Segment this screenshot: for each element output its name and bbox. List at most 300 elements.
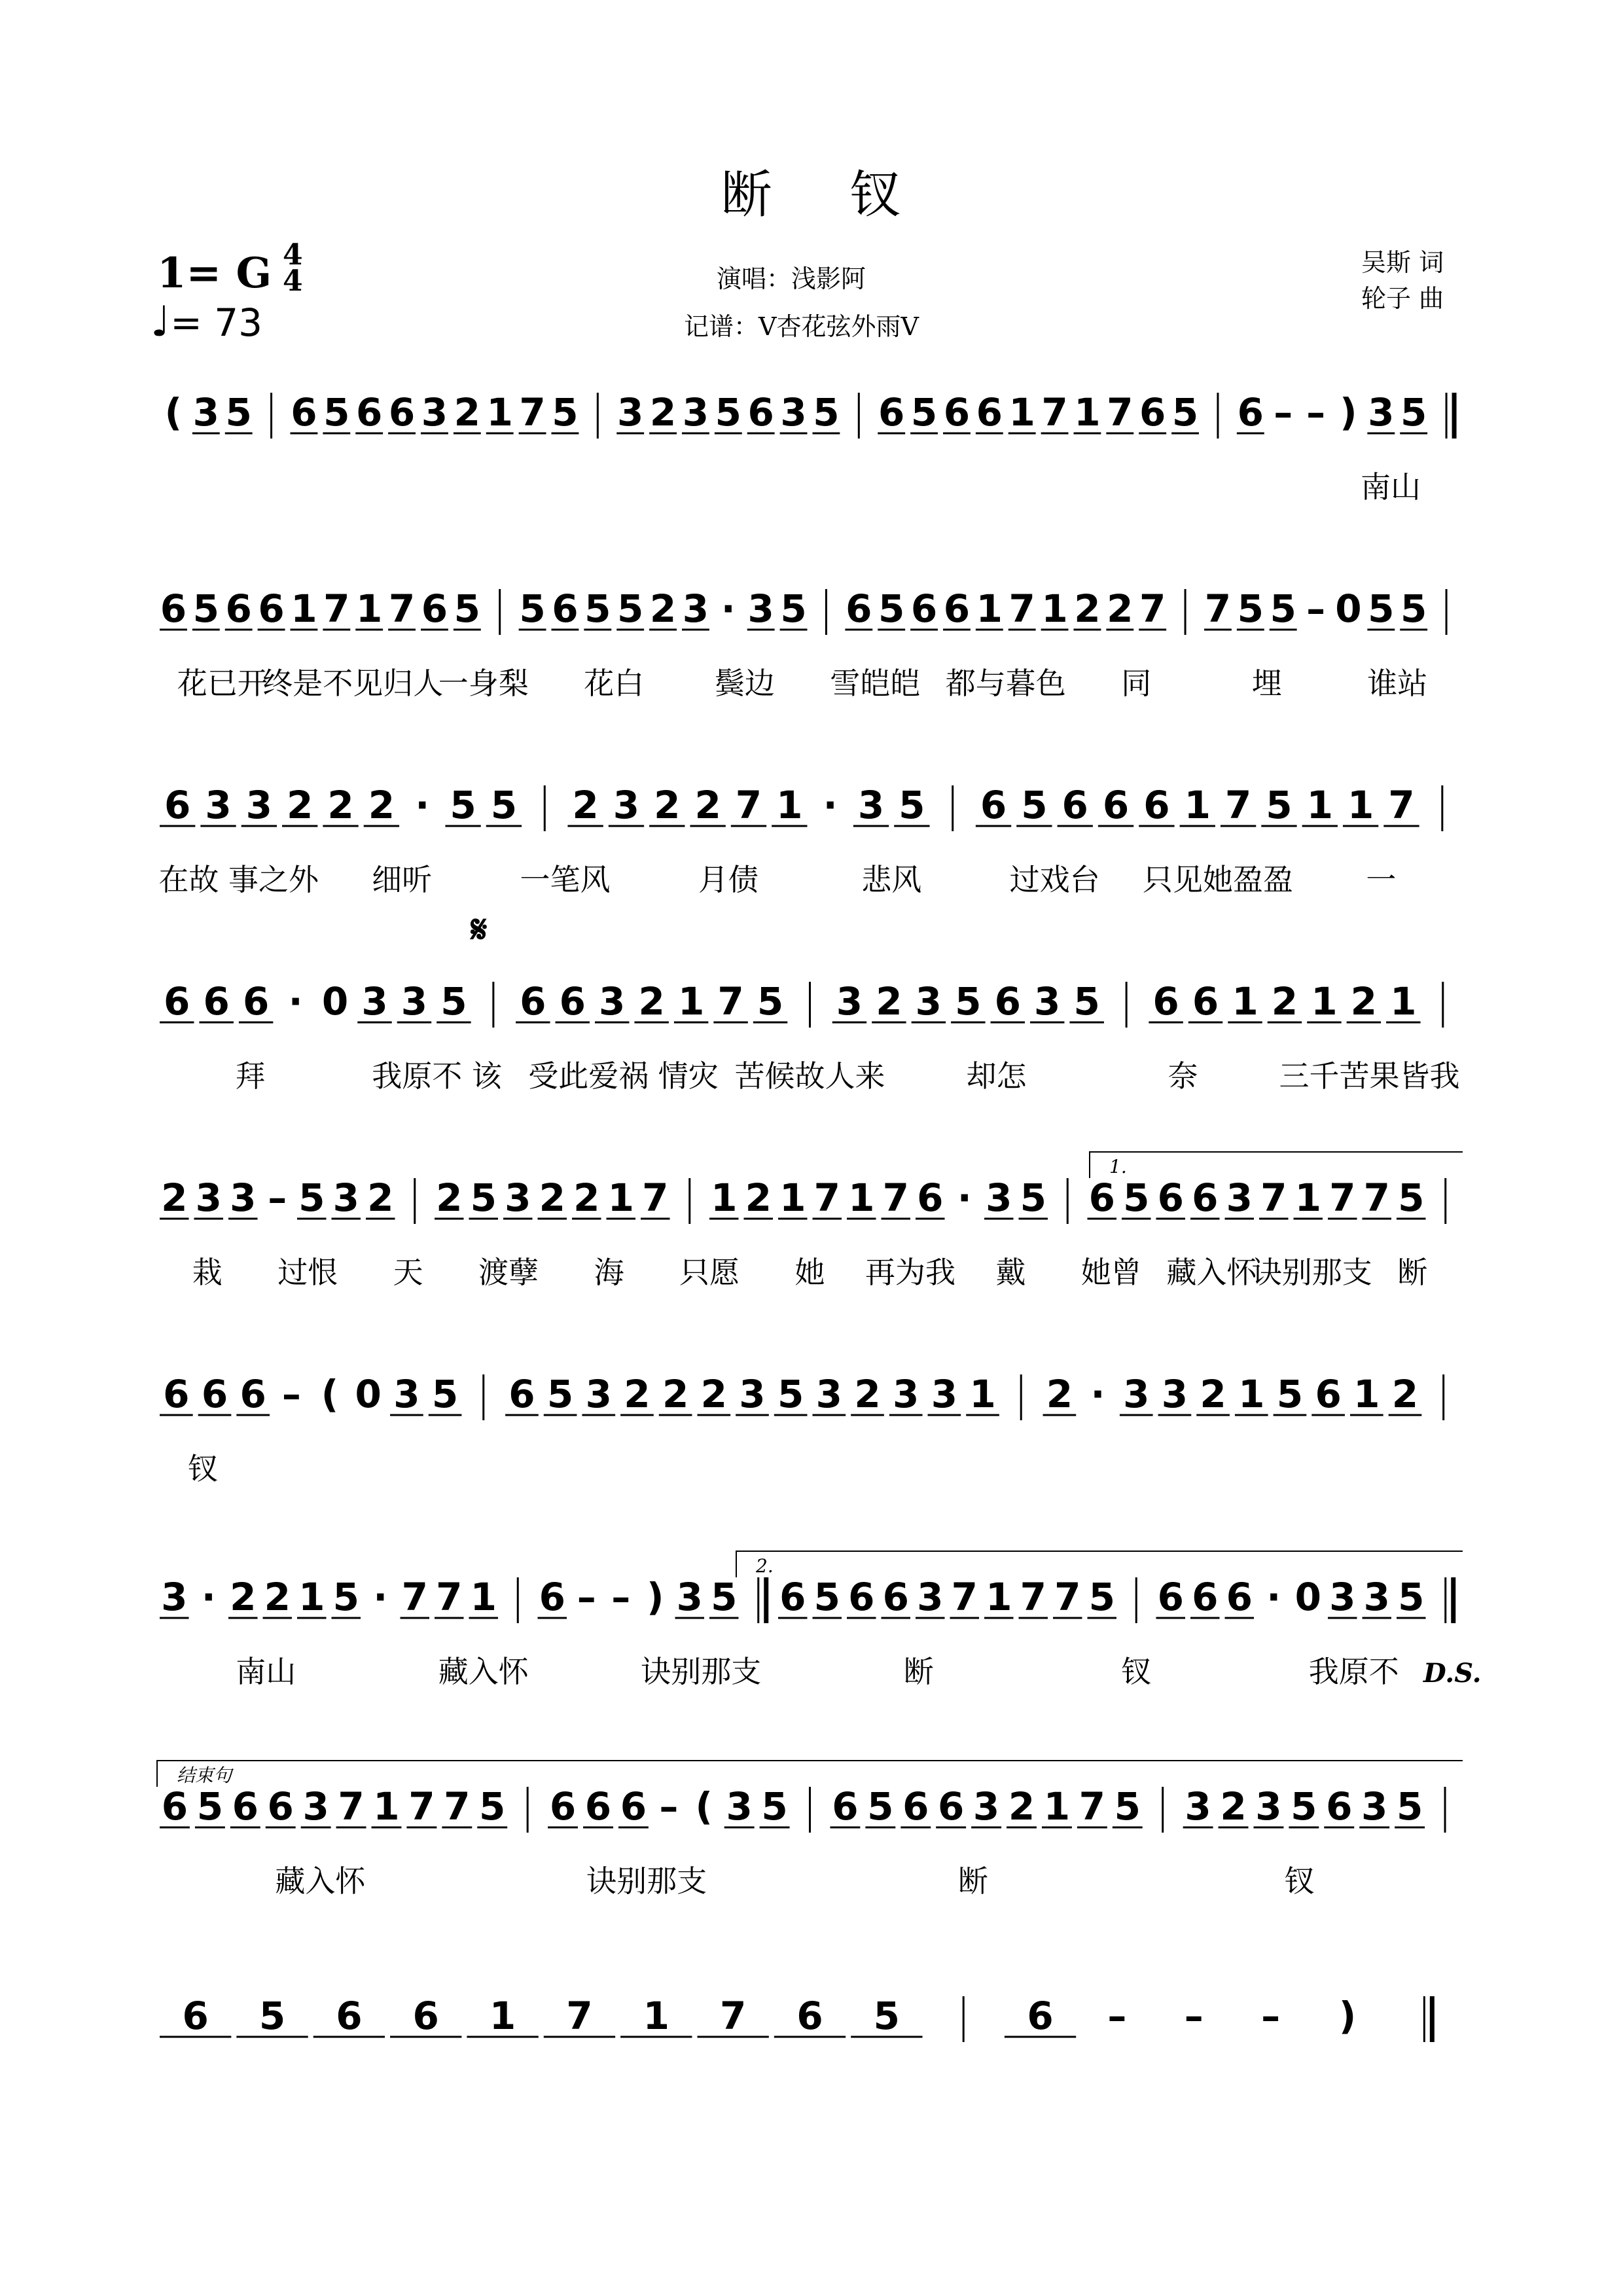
time-signature xyxy=(283,238,303,298)
note: 3 xyxy=(205,783,232,827)
note: – xyxy=(1306,390,1326,435)
note: 2 xyxy=(436,1175,463,1220)
note: – xyxy=(1306,586,1326,631)
note: 5 xyxy=(878,586,905,631)
note: 6 xyxy=(225,586,252,631)
note: 5 xyxy=(1114,1784,1141,1829)
note: 1 xyxy=(1184,783,1211,827)
note: 2 xyxy=(573,1175,600,1220)
note: 6 xyxy=(779,1575,806,1619)
note: 1 xyxy=(373,1784,400,1829)
lyric-word: 同 xyxy=(1121,666,1152,701)
note: 2 xyxy=(694,783,721,827)
note: 5 xyxy=(490,783,518,827)
lyric-word: 断 xyxy=(903,1654,934,1689)
lyric-word: 拜 xyxy=(235,1058,266,1094)
note: 6 xyxy=(1088,1175,1115,1220)
tempo-value: = 73 xyxy=(170,300,263,345)
lyric-word: 诀别那支 xyxy=(586,1863,707,1899)
note: 2 xyxy=(854,1372,881,1416)
note: 3 xyxy=(857,783,885,827)
note: 5 xyxy=(1171,390,1199,435)
note: 6 xyxy=(1157,1575,1184,1619)
note: 0 xyxy=(355,1372,382,1416)
score-row xyxy=(0,367,1623,517)
note: 7 xyxy=(1260,1175,1287,1220)
note: 3 xyxy=(1361,1784,1388,1829)
note: – xyxy=(1184,1994,1204,2038)
note: 3 xyxy=(986,1175,1012,1220)
note: 1 xyxy=(607,1175,634,1220)
note: 2 xyxy=(649,586,677,631)
note: 3 xyxy=(676,1575,703,1619)
note: 5 xyxy=(519,586,546,631)
lyric-word: 再为我 xyxy=(865,1255,955,1290)
lyric-word: 南山 xyxy=(236,1654,296,1689)
note: 5 xyxy=(298,1175,325,1220)
note: 7 xyxy=(1008,586,1035,631)
note: 1 xyxy=(1347,783,1374,827)
note: 6 xyxy=(258,586,285,631)
note: 5 xyxy=(431,1372,459,1416)
lyric-word: 诀别那支 xyxy=(641,1654,762,1689)
note: 6 xyxy=(164,979,190,1024)
note: 5 xyxy=(1266,783,1293,827)
note: 3 xyxy=(780,390,807,435)
lyric-word: 藏入怀 xyxy=(438,1654,529,1689)
note: 6 xyxy=(1326,1784,1353,1829)
note: 5 xyxy=(192,586,219,631)
lyric-word: 断 xyxy=(957,1863,988,1899)
note: 3 xyxy=(931,1372,958,1416)
key-signature: 1= G xyxy=(157,249,272,298)
lyric-word: 月债 xyxy=(698,862,758,897)
note: 1 xyxy=(356,586,383,631)
note: 0 xyxy=(1294,1575,1321,1619)
volta-bracket xyxy=(1090,1152,1463,1178)
note: 7 xyxy=(1204,586,1232,631)
note: 5 xyxy=(1270,586,1296,631)
score-row-svg xyxy=(0,1970,1623,2121)
note: 5 xyxy=(1396,1784,1423,1829)
note: 1 xyxy=(779,1175,806,1220)
note: 2 xyxy=(700,1372,727,1416)
note: 7 xyxy=(1107,390,1133,435)
lyric-word: 钗 xyxy=(1284,1863,1315,1899)
note: 5 xyxy=(1073,979,1100,1024)
note: 5 xyxy=(777,1372,804,1416)
note: 3 xyxy=(1329,1575,1356,1619)
note: – xyxy=(281,1372,301,1416)
note: 1 xyxy=(1074,390,1101,435)
note: 2 xyxy=(1391,1372,1419,1416)
note: 3 xyxy=(682,390,709,435)
note: 2 xyxy=(1008,1784,1035,1829)
note: 6 xyxy=(1102,783,1130,827)
note: – xyxy=(1274,390,1293,435)
note: 1 xyxy=(291,586,317,631)
note: 7 xyxy=(719,1994,747,2038)
note: 6 xyxy=(1192,1175,1219,1220)
note: 5 xyxy=(1368,586,1395,631)
note: 6 xyxy=(976,390,1003,435)
note: 5 xyxy=(780,586,807,631)
note: – xyxy=(1261,1994,1281,2038)
note: 3 xyxy=(836,979,863,1024)
note: 6 xyxy=(549,1784,577,1829)
tempo-marking xyxy=(151,298,262,346)
note: 6 xyxy=(584,1784,612,1829)
lyric-word: 天 xyxy=(393,1255,423,1290)
lyric-word: 都与暮色 xyxy=(945,666,1066,701)
note: 1 xyxy=(848,1175,875,1220)
note: 1 xyxy=(976,586,1003,631)
note: 7 xyxy=(813,1175,840,1220)
lyric-word: 奈 xyxy=(1168,1058,1198,1094)
note: 5 xyxy=(546,1372,574,1416)
volta-number: 1. xyxy=(1109,1156,1127,1177)
note: 6 xyxy=(1152,979,1179,1024)
note: 1 xyxy=(1238,1372,1265,1416)
time-signature-top: 4 xyxy=(283,238,303,272)
note: 7 xyxy=(436,1575,463,1619)
note: 7 xyxy=(1139,586,1166,631)
note: 5 xyxy=(813,1575,840,1619)
note: 3 xyxy=(245,783,273,827)
note: 1 xyxy=(298,1575,325,1619)
note: 2 xyxy=(876,979,902,1024)
note: 2 xyxy=(1200,1372,1226,1416)
note: 6 xyxy=(943,390,971,435)
note: 7 xyxy=(1079,1784,1106,1829)
note: 6 xyxy=(508,1372,535,1416)
note: · xyxy=(415,783,430,827)
note: 3 xyxy=(505,1175,531,1220)
note: 2 xyxy=(230,1575,257,1619)
lyric-word: 鬓边 xyxy=(714,666,775,701)
note: 0 xyxy=(321,979,349,1024)
note: 6 xyxy=(937,1784,965,1829)
score-row xyxy=(0,907,1623,1106)
note: 3 xyxy=(192,390,219,435)
note: 5 xyxy=(470,1175,497,1220)
note: 7 xyxy=(388,586,416,631)
score-row xyxy=(0,1970,1623,2121)
note: 6 xyxy=(160,586,187,631)
lyric-word: 戴 xyxy=(995,1255,1026,1290)
lyric-word: 海 xyxy=(594,1255,624,1290)
lyric-word: 花已开 xyxy=(177,666,268,701)
segno-mark: 𝄋 xyxy=(471,907,488,952)
note: 5 xyxy=(1123,1175,1150,1220)
time-signature-bottom: 4 xyxy=(283,264,303,298)
note: 2 xyxy=(662,1372,689,1416)
lyric-word: 我原不 该 xyxy=(372,1058,502,1094)
note: 7 xyxy=(717,979,744,1024)
score-row xyxy=(0,1761,1623,1911)
note: ( xyxy=(695,1784,713,1829)
composer-credit: 轮子 曲 xyxy=(1361,284,1444,313)
note: 3 xyxy=(585,1372,612,1416)
note: 6 xyxy=(291,390,317,435)
lyric-word: 南山 xyxy=(1361,469,1421,505)
note: 7 xyxy=(444,1784,471,1829)
note: 5 xyxy=(813,390,840,435)
note: 6 xyxy=(1315,1372,1342,1416)
note: 6 xyxy=(848,1575,875,1619)
note: · xyxy=(1090,1372,1105,1416)
note: 3 xyxy=(617,390,644,435)
lyric-word: 一笔风 xyxy=(520,862,611,897)
note: 2 xyxy=(161,1175,188,1220)
lyric-word: 细听 xyxy=(372,862,433,897)
score-row-svg xyxy=(0,1348,1623,1499)
note: 3 xyxy=(393,1372,420,1416)
volta-bracket xyxy=(736,1551,1463,1577)
note: 5 xyxy=(761,1784,788,1829)
lyric-word: 她曾 xyxy=(1080,1255,1141,1290)
score-row-svg xyxy=(0,1152,1623,1302)
score-row xyxy=(0,563,1623,713)
note: 6 xyxy=(1157,1175,1184,1220)
note: 2 xyxy=(1074,586,1101,631)
lyric-word: 钗 xyxy=(1121,1654,1152,1689)
note: 3 xyxy=(1226,1175,1253,1220)
score-row-svg xyxy=(0,563,1623,713)
score-row-svg xyxy=(0,759,1623,910)
score-row-svg xyxy=(0,907,1623,1106)
quarter-note-icon: ♩ xyxy=(151,298,171,346)
note: 1 xyxy=(1353,1372,1380,1416)
note: 5 xyxy=(910,390,938,435)
lyric-word: 在故 事之外 xyxy=(158,862,319,897)
score-row xyxy=(0,1551,1623,1702)
note: 6 xyxy=(832,1784,859,1829)
note: 5 xyxy=(715,390,741,435)
note: 5 xyxy=(955,979,982,1024)
score-row-svg xyxy=(0,1551,1623,1702)
note: 3 xyxy=(613,783,640,827)
lyric-word: 她 xyxy=(794,1255,825,1290)
note: 6 xyxy=(1061,783,1088,827)
note: 3 xyxy=(915,979,942,1024)
note: 2 xyxy=(745,1175,772,1220)
note: 3 xyxy=(682,586,709,631)
note: 3 xyxy=(739,1372,766,1416)
note: 7 xyxy=(1054,1575,1081,1619)
note: 6 xyxy=(520,979,546,1024)
note: 6 xyxy=(1143,783,1170,827)
note: 1 xyxy=(776,783,803,827)
note: 2 xyxy=(287,783,313,827)
note: 6 xyxy=(163,1372,190,1416)
note: 6 xyxy=(1027,1994,1054,2038)
song-title: 断 钗 xyxy=(721,166,902,224)
note: 1 xyxy=(969,1372,996,1416)
note: 5 xyxy=(440,979,467,1024)
note: 3 xyxy=(599,979,626,1024)
note: 5 xyxy=(1088,1575,1115,1619)
note: 5 xyxy=(867,1784,894,1829)
note: 7 xyxy=(882,1175,909,1220)
note: – xyxy=(268,1175,287,1220)
note: ) xyxy=(1340,390,1357,435)
note: 3 xyxy=(195,1175,222,1220)
note: 6 xyxy=(421,586,448,631)
note: 7 xyxy=(1388,783,1415,827)
score-row-svg xyxy=(0,367,1623,517)
note: ( xyxy=(321,1372,339,1416)
lyric-word: 却怎 xyxy=(966,1058,1027,1094)
lyric-word: 藏入怀 xyxy=(275,1863,366,1899)
dal-segno-mark: D.S. xyxy=(1423,1658,1482,1689)
note: · xyxy=(201,1575,216,1619)
note: ) xyxy=(1338,1994,1357,2038)
note: · xyxy=(721,586,736,631)
note: 6 xyxy=(917,1175,944,1220)
note: – xyxy=(1107,1994,1127,2038)
note: 5 xyxy=(1400,390,1427,435)
note: 5 xyxy=(1237,586,1264,631)
note: 2 xyxy=(368,783,395,827)
note: 2 xyxy=(1220,1784,1247,1829)
note: 3 xyxy=(161,1575,188,1619)
note: 1 xyxy=(1311,979,1338,1024)
note: 7 xyxy=(642,1175,669,1220)
lyric-word: 雪皑皑 xyxy=(830,666,921,701)
note: 2 xyxy=(367,1175,394,1220)
lyricist-credit: 吴斯 词 xyxy=(1361,248,1444,277)
note: 3 xyxy=(1123,1372,1150,1416)
note: 7 xyxy=(1041,390,1068,435)
lyric-word: 终是不见归人 xyxy=(262,666,444,701)
note: 7 xyxy=(519,390,546,435)
note: 2 xyxy=(624,1372,651,1416)
note: 6 xyxy=(1192,979,1219,1024)
note: 5 xyxy=(259,1994,286,2038)
note: · xyxy=(823,783,838,827)
score-row xyxy=(0,759,1623,910)
note: – xyxy=(611,1575,631,1619)
lyric-word: 花白 xyxy=(584,666,645,701)
note: 3 xyxy=(972,1784,1000,1829)
note: 6 xyxy=(267,1784,294,1829)
note: 2 xyxy=(327,783,354,827)
note: 5 xyxy=(332,1575,359,1619)
note: 1 xyxy=(711,1175,738,1220)
lyric-word: 埋 xyxy=(1251,666,1282,701)
lyric-word: 断 xyxy=(1397,1255,1428,1290)
note: 1 xyxy=(677,979,705,1024)
note: 1 xyxy=(1294,1175,1321,1220)
note: 1 xyxy=(643,1994,669,2038)
lyric-word: 过戏台 xyxy=(1009,862,1100,897)
note: 5 xyxy=(450,783,476,827)
note: 1 xyxy=(1232,979,1258,1024)
lyric-word: 只见她盈盈 xyxy=(1142,862,1293,897)
note: 6 xyxy=(559,979,586,1024)
note: 7 xyxy=(1329,1175,1356,1220)
note: 5 xyxy=(1021,783,1048,827)
note: 3 xyxy=(747,586,774,631)
note: 3 xyxy=(1255,1784,1282,1829)
note: 3 xyxy=(230,1175,257,1220)
lyric-word: 我原不 xyxy=(1308,1654,1399,1689)
note: 6 xyxy=(412,1994,439,2038)
note: 2 xyxy=(638,979,665,1024)
note: 2 xyxy=(264,1575,291,1619)
volta-number: 2. xyxy=(756,1555,774,1577)
note: 5 xyxy=(225,390,252,435)
score-row xyxy=(0,1348,1623,1499)
transcriber-credit: 记谱：V杏花弦外雨V xyxy=(684,312,919,341)
lyric-word: 渡孽 xyxy=(478,1255,539,1290)
note: 1 xyxy=(1041,586,1068,631)
note: 6 xyxy=(552,586,579,631)
note: 3 xyxy=(421,390,448,435)
note: 3 xyxy=(815,1372,843,1416)
section-label: 结束句 xyxy=(177,1765,232,1786)
note: 6 xyxy=(356,390,383,435)
note: 1 xyxy=(986,1575,1012,1619)
note: 2 xyxy=(539,1175,565,1220)
note: 6 xyxy=(980,783,1007,827)
note: 6 xyxy=(161,1784,188,1829)
note: 5 xyxy=(757,979,784,1024)
note: – xyxy=(577,1575,596,1619)
note: 2 xyxy=(1046,1372,1073,1416)
note: 5 xyxy=(479,1784,506,1829)
note: 1 xyxy=(470,1575,497,1619)
note: 1 xyxy=(1008,390,1035,435)
lyric-word: 谁站 xyxy=(1367,666,1428,701)
note: 6 xyxy=(796,1994,823,2038)
note: 7 xyxy=(566,1994,593,2038)
note: 7 xyxy=(1363,1175,1390,1220)
note: 1 xyxy=(1390,979,1417,1024)
note: 3 xyxy=(361,979,388,1024)
note: 6 xyxy=(539,1575,565,1619)
lyric-word: 苦候故人来 xyxy=(734,1058,885,1094)
note: 6 xyxy=(882,1575,909,1619)
lyric-word: 受此爱祸 情灾 xyxy=(528,1058,719,1094)
score-row xyxy=(0,1152,1623,1302)
note: 7 xyxy=(1224,783,1252,827)
note: 6 xyxy=(1192,1575,1219,1619)
note: 5 xyxy=(873,1994,901,2038)
note: 6 xyxy=(1139,390,1166,435)
note: 5 xyxy=(1020,1175,1046,1220)
note: 5 xyxy=(454,586,480,631)
lyric-word: 过恨 xyxy=(277,1255,338,1290)
note: · xyxy=(288,979,303,1024)
note: 3 xyxy=(893,1372,919,1416)
note: 3 xyxy=(332,1175,359,1220)
lyric-word: 诀别那支 xyxy=(1251,1255,1372,1290)
note: 2 xyxy=(1271,979,1298,1024)
note: 5 xyxy=(1276,1372,1304,1416)
lyric-word: 悲风 xyxy=(861,862,922,897)
note: 2 xyxy=(654,783,681,827)
note: 7 xyxy=(951,1575,978,1619)
lyric-word: 栽 xyxy=(192,1255,223,1290)
note: 6 xyxy=(388,390,416,435)
lyric-word: 只愿 xyxy=(679,1255,740,1290)
singer-credit: 演唱：浅影阿 xyxy=(717,264,866,293)
lyric-word: 一身梨 xyxy=(438,666,529,701)
note: 3 xyxy=(1034,979,1061,1024)
note: 5 xyxy=(584,586,611,631)
